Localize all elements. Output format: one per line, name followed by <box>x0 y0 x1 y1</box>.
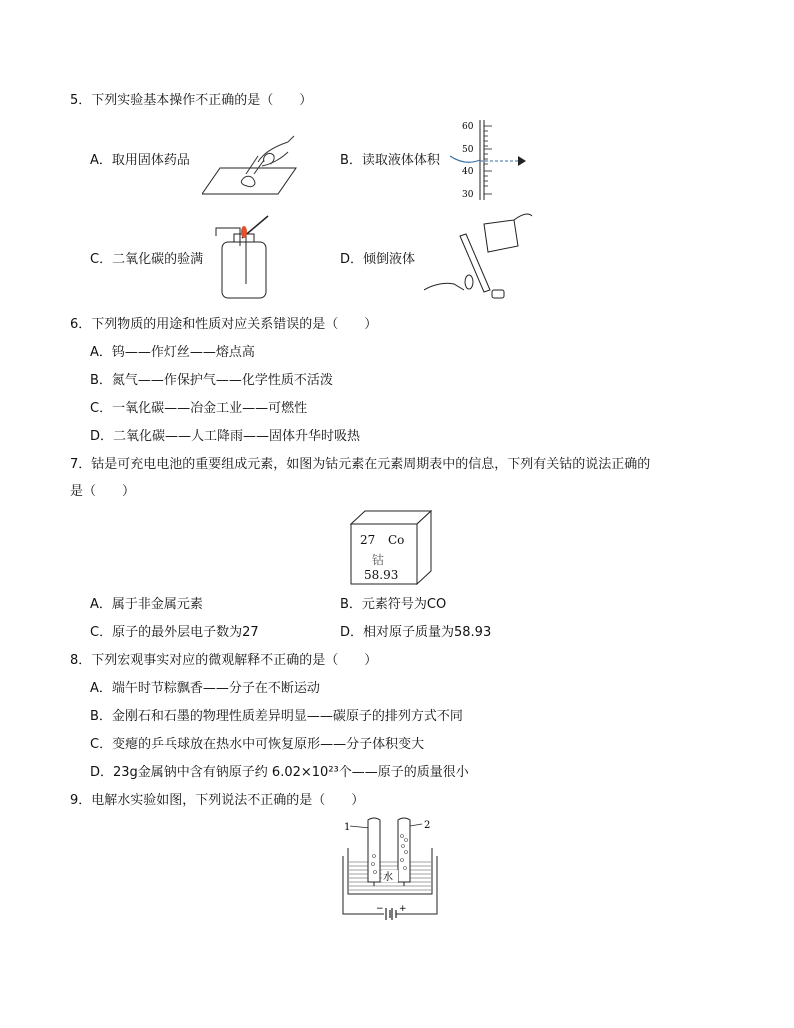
q8-option-b[interactable]: B．金刚石和石墨的物理性质差异明显——碳原子的排列方式不同 <box>90 709 463 724</box>
q8-stem: 8．下列宏观事实对应的微观解释不正确的是（ ） <box>70 653 378 668</box>
q5-option-c[interactable]: C．二氧化碳的验满 <box>90 252 204 267</box>
q9-stem: 9．电解水实验如图，下列说法不正确的是（ ） <box>70 793 365 808</box>
q5-option-d[interactable]: D．倾倒液体 <box>340 252 416 267</box>
q8-option-c[interactable]: C．变瘪的乒乓球放在热水中可恢复原形——分子体积变大 <box>90 737 425 752</box>
graduated-cylinder-figure <box>440 118 530 202</box>
atomic-mass: 58.93 <box>364 568 399 582</box>
q7-stem-line1: 7．钴是可充电电池的重要组成元素，如图为钴元素在元素周期表中的信息，下列有关钴的说法正确的 <box>70 457 651 472</box>
scale-label-40: 40 <box>462 167 474 177</box>
q6-option-d[interactable]: D．二氧化碳——人工降雨——固体升华时吸热 <box>90 429 361 444</box>
q6-option-b[interactable]: B．氮气——作保护气——化学性质不活泼 <box>90 373 333 388</box>
q6-option-a[interactable]: A．钨——作灯丝——熔点高 <box>90 345 255 360</box>
element-name: 钴 <box>372 553 385 567</box>
tube-2-label: 2 <box>424 820 431 831</box>
q7-option-a[interactable]: A．属于非金属元素 <box>90 597 203 612</box>
tube-1-label: 1 <box>344 822 351 833</box>
q5-stem: 5．下列实验基本操作不正确的是（ ） <box>70 93 313 108</box>
q8-option-a[interactable]: A．端午时节粽飘香——分子在不断运动 <box>90 681 320 696</box>
plus-sign: + <box>399 904 407 914</box>
q7-stem-line2: 是（ ） <box>70 484 136 499</box>
q6-option-c[interactable]: C．一氧化碳——冶金工业——可燃性 <box>90 401 308 416</box>
scale-label-60: 60 <box>462 122 474 132</box>
electrolysis-figure <box>340 816 440 922</box>
minus-sign: − <box>376 904 384 914</box>
scale-label-50: 50 <box>462 145 474 155</box>
q7-option-c[interactable]: C．原子的最外层电子数为27 <box>90 625 259 640</box>
q8-option-d[interactable]: D．23g金属钠中含有钠原子约 6.02×10²³个——原子的质量很小 <box>90 765 469 780</box>
solid-reagent-figure <box>202 122 298 196</box>
q5-option-b[interactable]: B．读取液体体积 <box>340 153 440 168</box>
q5-option-a[interactable]: A．取用固体药品 <box>90 153 190 168</box>
atomic-number: 27 <box>360 533 376 547</box>
water-label: 水 <box>383 872 393 883</box>
q6-stem: 6．下列物质的用途和性质对应关系错误的是（ ） <box>70 317 378 332</box>
element-symbol: Co <box>388 533 405 547</box>
scale-label-30: 30 <box>462 190 474 200</box>
pouring-liquid-figure <box>424 210 534 306</box>
co2-bottle-figure <box>214 214 286 300</box>
q7-option-d[interactable]: D．相对原子质量为58.93 <box>340 625 492 640</box>
q7-option-b[interactable]: B．元素符号为CO <box>340 597 447 612</box>
